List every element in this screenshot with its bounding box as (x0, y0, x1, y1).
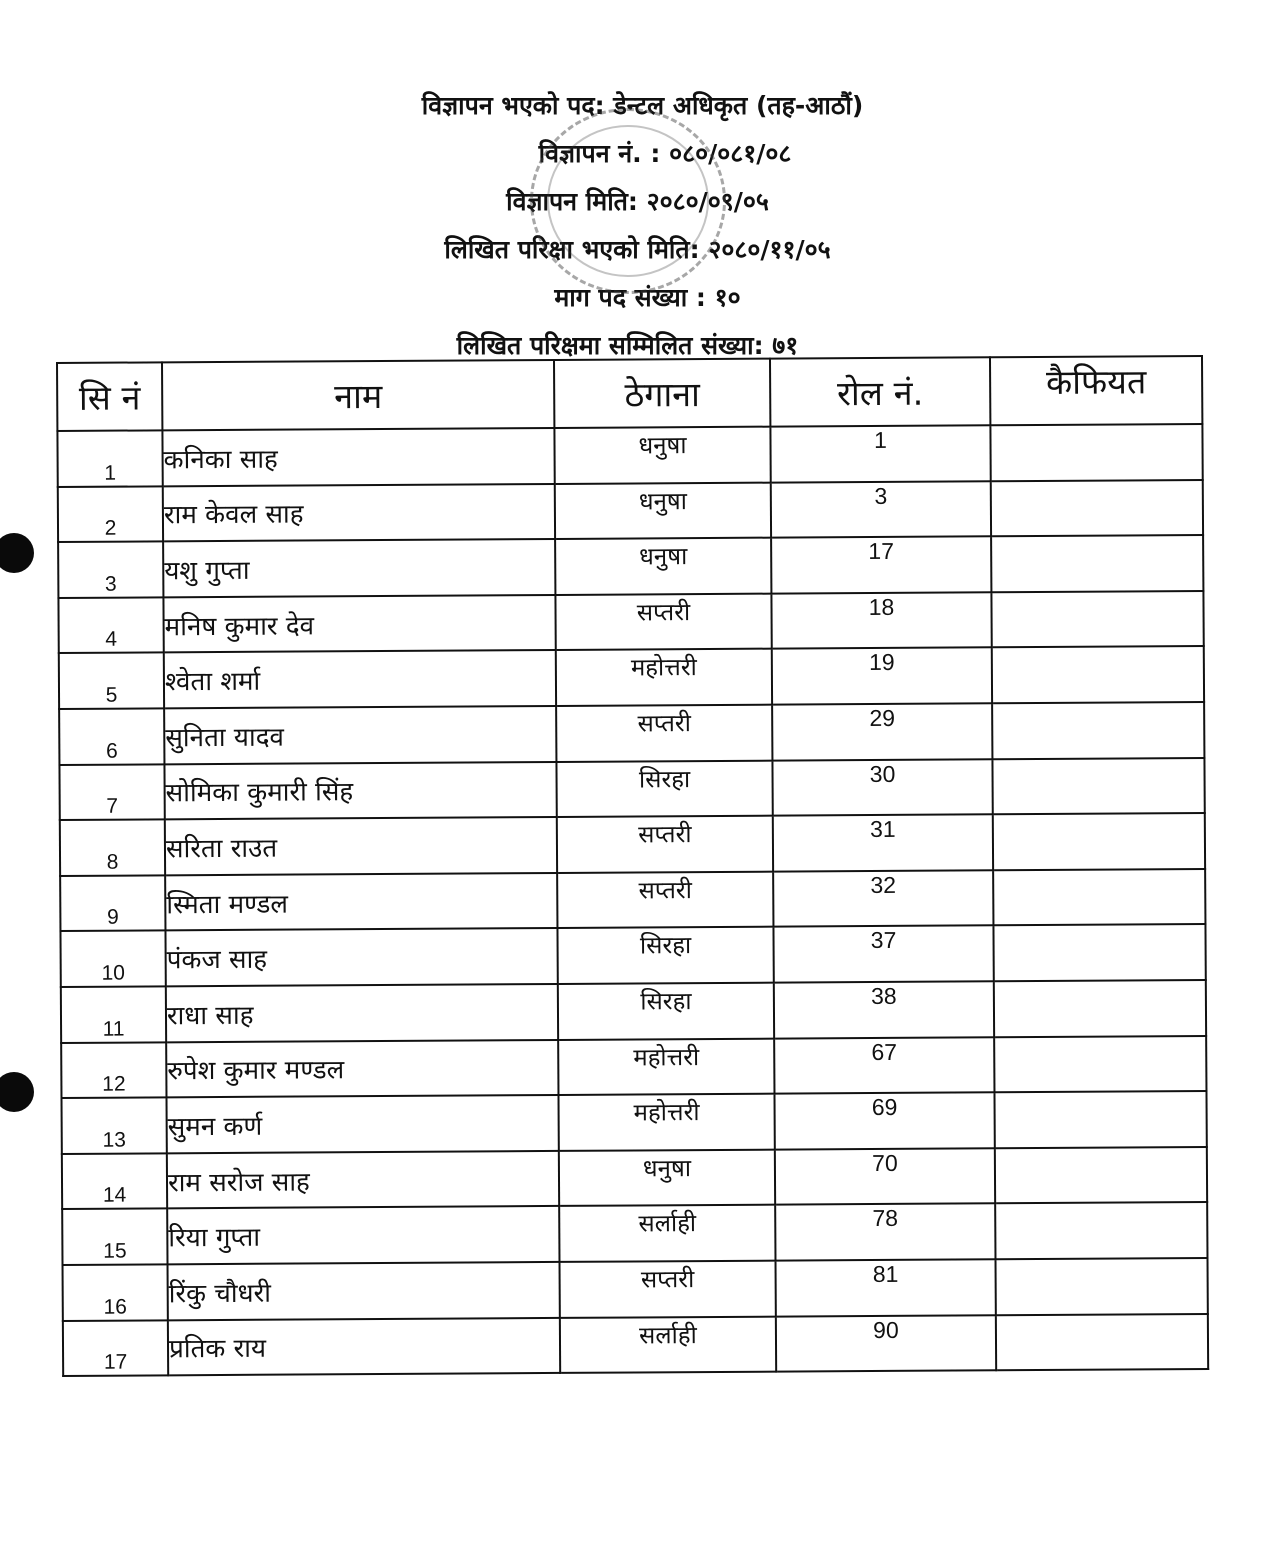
roll-number-cell: 3 (771, 481, 991, 538)
exam-date: लिखित परिक्षा भएको मिति: २०८०/११/०५ (444, 235, 831, 264)
name-cell: रुपेश कुमार मण्डल (166, 1039, 558, 1097)
serial-number-cell: 12 (61, 1042, 166, 1098)
name-cell: रिंकु चौधरी (168, 1262, 560, 1320)
table-row (63, 1313, 1208, 1376)
address-cell: सप्तरी (556, 705, 772, 762)
remarks-cell (993, 813, 1205, 870)
remarks-cell (995, 1258, 1207, 1315)
remarks-cell (992, 646, 1204, 703)
table-row (58, 591, 1203, 654)
remarks-cell (995, 1202, 1207, 1259)
serial-number-cell: 6 (59, 708, 164, 764)
post-title: विज्ञापन भएको पद: डेन्टल अधिकृत (तह-आठौं) (421, 91, 864, 120)
column-header-name: नाम (162, 360, 554, 430)
roll-number-cell: 81 (776, 1259, 996, 1316)
name-cell: स्मिता मण्डल (165, 873, 557, 931)
ad-date: विज्ञापन मिति: २०८०/०९/०५ (506, 187, 769, 216)
roll-number-cell: 67 (774, 1037, 994, 1094)
table-row (61, 1036, 1206, 1099)
address-cell: महोत्तरी (556, 649, 772, 706)
roll-number-cell: 17 (771, 536, 991, 593)
serial-number-cell: 16 (63, 1264, 168, 1320)
address-cell: सप्तरी (557, 816, 773, 873)
address-cell: सप्तरी (555, 593, 771, 650)
punch-hole (0, 1072, 34, 1112)
punch-hole (0, 533, 34, 573)
column-header-roll: रोल नं. (770, 357, 990, 426)
address-cell: महोत्तरी (558, 1038, 774, 1095)
address-cell: सिरहा (557, 927, 773, 984)
table-row (59, 646, 1204, 709)
address-cell: सर्लाही (559, 1205, 775, 1262)
address-cell: धनुषा (559, 1149, 775, 1206)
roll-number-cell: 37 (773, 926, 993, 983)
remarks-cell (991, 480, 1203, 537)
name-cell: मनिष कुमार देव (163, 595, 555, 653)
serial-number-cell: 1 (57, 430, 162, 486)
name-cell: रिया गुप्ता (167, 1206, 559, 1264)
roll-number-cell: 1 (770, 425, 990, 482)
table-row (62, 1147, 1207, 1210)
address-cell: सप्तरी (557, 871, 773, 928)
remarks-cell (991, 591, 1203, 648)
table-row (59, 758, 1204, 821)
serial-number-cell: 5 (59, 653, 164, 709)
roll-number-cell: 18 (771, 592, 991, 649)
table-row (58, 535, 1203, 598)
address-cell: सर्लाही (560, 1316, 776, 1373)
table-row (60, 813, 1205, 876)
remarks-cell (995, 1147, 1207, 1204)
document-header (0, 82, 1275, 370)
name-cell: सोमिका कुमारी सिंह (164, 762, 556, 820)
table-row (60, 869, 1205, 932)
address-cell: सप्तरी (560, 1261, 776, 1318)
candidate-table (56, 355, 1209, 1377)
column-header-remarks: कैफियत (990, 356, 1202, 425)
name-cell: प्रतिक राय (168, 1317, 560, 1375)
table-header-row (57, 356, 1202, 431)
column-header-address: ठेगाना (554, 359, 770, 428)
roll-number-cell: 30 (772, 759, 992, 816)
address-cell: सिरहा (556, 760, 772, 817)
remarks-cell (994, 980, 1206, 1037)
serial-number-cell: 17 (63, 1320, 168, 1376)
roll-number-cell: 69 (774, 1092, 994, 1149)
name-cell: श्वेता शर्मा (164, 650, 556, 708)
table-row (59, 702, 1204, 765)
table-row (63, 1258, 1208, 1321)
serial-number-cell: 11 (61, 986, 166, 1042)
roll-number-cell: 32 (773, 870, 993, 927)
column-header-serial: सि नं (57, 362, 162, 431)
name-cell: पंकज साह (165, 928, 557, 986)
table-row (61, 980, 1206, 1043)
roll-number-cell: 38 (774, 981, 994, 1038)
remarks-cell (992, 758, 1204, 815)
roll-number-cell: 78 (775, 1204, 995, 1261)
serial-number-cell: 2 (58, 486, 163, 542)
table-row (57, 424, 1202, 487)
serial-number-cell: 10 (60, 931, 165, 987)
name-cell: यशु गुप्ता (163, 539, 555, 597)
participant-count: लिखित परिक्षमा सम्मिलित संख्या: ७१ (456, 331, 799, 360)
ad-number: विज्ञापन नं. : ०८०/०८१/०८ (538, 139, 792, 168)
serial-number-cell: 8 (60, 820, 165, 876)
roll-number-cell: 31 (773, 814, 993, 871)
address-cell: धनुषा (555, 538, 771, 595)
name-cell: सुमन कर्ण (166, 1095, 558, 1153)
serial-number-cell: 3 (58, 542, 163, 598)
serial-number-cell: 15 (62, 1209, 167, 1265)
remarks-cell (993, 924, 1205, 981)
name-cell: राम केवल साह (163, 484, 555, 542)
name-cell: कनिका साह (162, 428, 554, 486)
serial-number-cell: 13 (61, 1097, 166, 1153)
roll-number-cell: 29 (772, 703, 992, 760)
table-row (58, 480, 1203, 543)
serial-number-cell: 14 (62, 1153, 167, 1209)
remarks-cell (991, 535, 1203, 592)
serial-number-cell: 4 (58, 597, 163, 653)
address-cell: महोत्तरी (558, 1094, 774, 1151)
address-cell: धनुषा (554, 427, 770, 484)
serial-number-cell: 9 (60, 875, 165, 931)
demand-count: माग पद संख्या : १० (554, 283, 741, 312)
remarks-cell (996, 1313, 1208, 1370)
remarks-cell (994, 1091, 1206, 1148)
roll-number-cell: 19 (772, 648, 992, 705)
address-cell: धनुषा (555, 482, 771, 539)
remarks-cell (992, 702, 1204, 759)
remarks-cell (993, 869, 1205, 926)
roll-number-cell: 90 (776, 1315, 996, 1372)
serial-number-cell: 7 (59, 764, 164, 820)
name-cell: सरिता राउत (165, 817, 557, 875)
remarks-cell (990, 424, 1202, 481)
name-cell: राधा साह (166, 984, 558, 1042)
table-row (60, 924, 1205, 987)
table-row (61, 1091, 1206, 1154)
address-cell: सिरहा (558, 983, 774, 1040)
roll-number-cell: 70 (775, 1148, 995, 1205)
name-cell: सुनिता यादव (164, 706, 556, 764)
name-cell: राम सरोज साह (167, 1151, 559, 1209)
table-row (62, 1202, 1207, 1265)
remarks-cell (994, 1036, 1206, 1093)
